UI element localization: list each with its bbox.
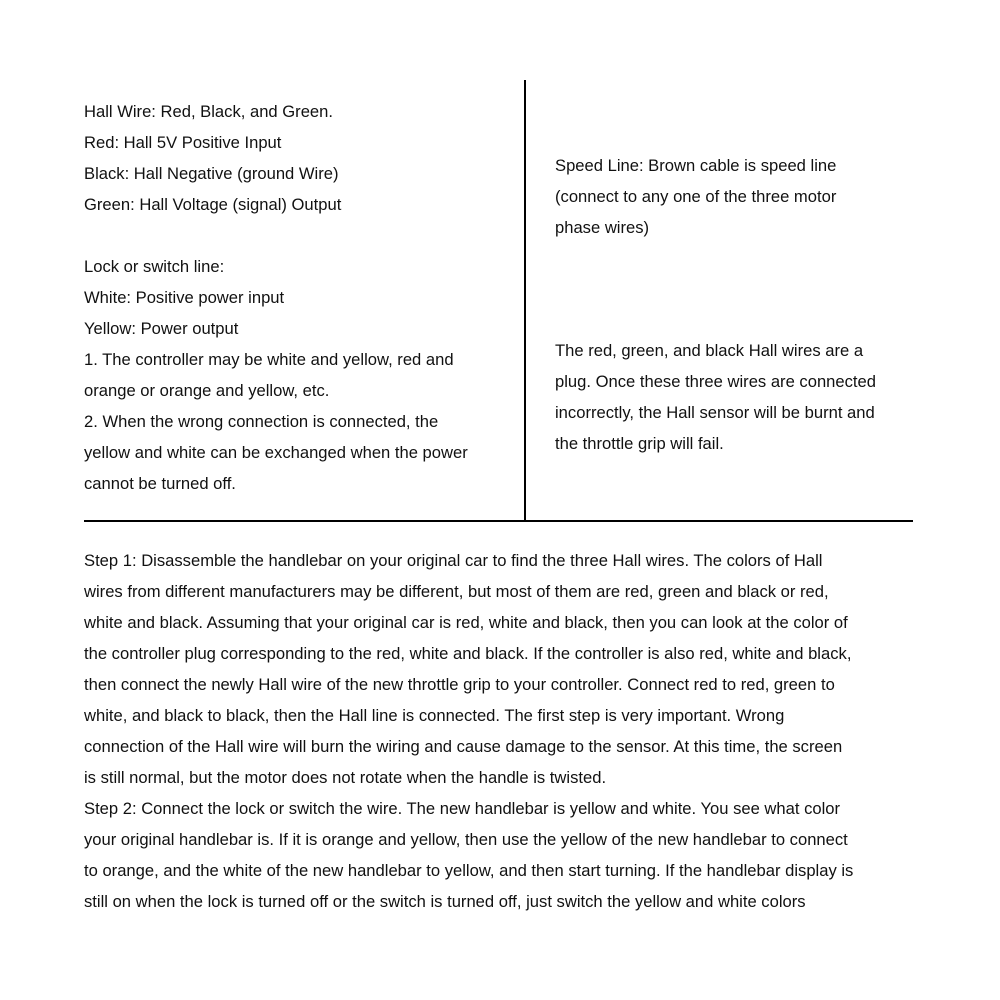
hall-warning-block [555,335,876,459]
hall-wire-line: Green: Hall Voltage (signal) Output [84,195,342,214]
hall-wire-line: Hall Wire: Red, Black, and Green. [84,102,334,121]
lock-switch-line: cannot be turned off. [84,474,236,493]
speed-line-text: (connect to any one of the three motor [555,187,837,206]
step-line: then connect the newly Hall wire of the new throttle grip to your controller. Connect red to red, green to [84,675,835,694]
hall-warning-line: The red, green, and black Hall wires are a [555,341,864,360]
hall-warning-line: incorrectly, the Hall sensor will be burnt and [555,403,875,422]
lock-switch-block [84,251,468,499]
step-line: white, and black to black, then the Hall line is connected. The first step is very important. Wrong [84,706,785,725]
lock-switch-line: Lock or switch line: [84,257,225,276]
step-line: Step 1: Disassemble the handlebar on your original car to find the three Hall wires. The colors of Hall [84,551,823,570]
step-line: still on when the lock is turned off or the switch is turned off, just switch the yellow and white colors [84,892,806,911]
lock-switch-line: 1. The controller may be white and yellow, red and [84,350,454,369]
hall-wire-line: Red: Hall 5V Positive Input [84,133,282,152]
lock-switch-line: 2. When the wrong connection is connected, the [84,412,439,431]
speed-line-text: Speed Line: Brown cable is speed line [555,156,837,175]
lock-switch-line: White: Positive power input [84,288,285,307]
hall-wire-line: Black: Hall Negative (ground Wire) [84,164,339,183]
step-line: is still normal, but the motor does not rotate when the handle is twisted. [84,768,607,787]
lock-switch-line: orange or orange and yellow, etc. [84,381,330,400]
step-line: connection of the Hall wire will burn the wiring and cause damage to the sensor. At this time, the screen [84,737,843,756]
hall-wire-block [84,96,341,220]
section-divider [84,520,913,522]
hall-warning-line: plug. Once these three wires are connected [555,372,877,391]
lock-switch-line: yellow and white can be exchanged when the power [84,443,468,462]
step-line: to orange, and the white of the new handlebar to yellow, and then start turning. If the handlebar display is [84,861,854,880]
installation-steps [84,545,853,917]
step-line: your original handlebar is. If it is orange and yellow, then use the yellow of the new handlebar to connect [84,830,848,849]
step-line: the controller plug corresponding to the red, white and black. If the controller is also red, white and black, [84,644,852,663]
speed-line-text: phase wires) [555,218,650,237]
step-line: Step 2: Connect the lock or switch the wire. The new handlebar is yellow and white. You see what color [84,799,841,818]
step-line: wires from different manufacturers may be different, but most of them are red, green and black or red, [84,582,829,601]
hall-warning-line: the throttle grip will fail. [555,434,724,453]
speed-line-block [555,150,836,243]
lock-switch-line: Yellow: Power output [84,319,239,338]
column-divider [524,80,526,522]
step-line: white and black. Assuming that your original car is red, white and black, then you can look at the color of [84,613,848,632]
